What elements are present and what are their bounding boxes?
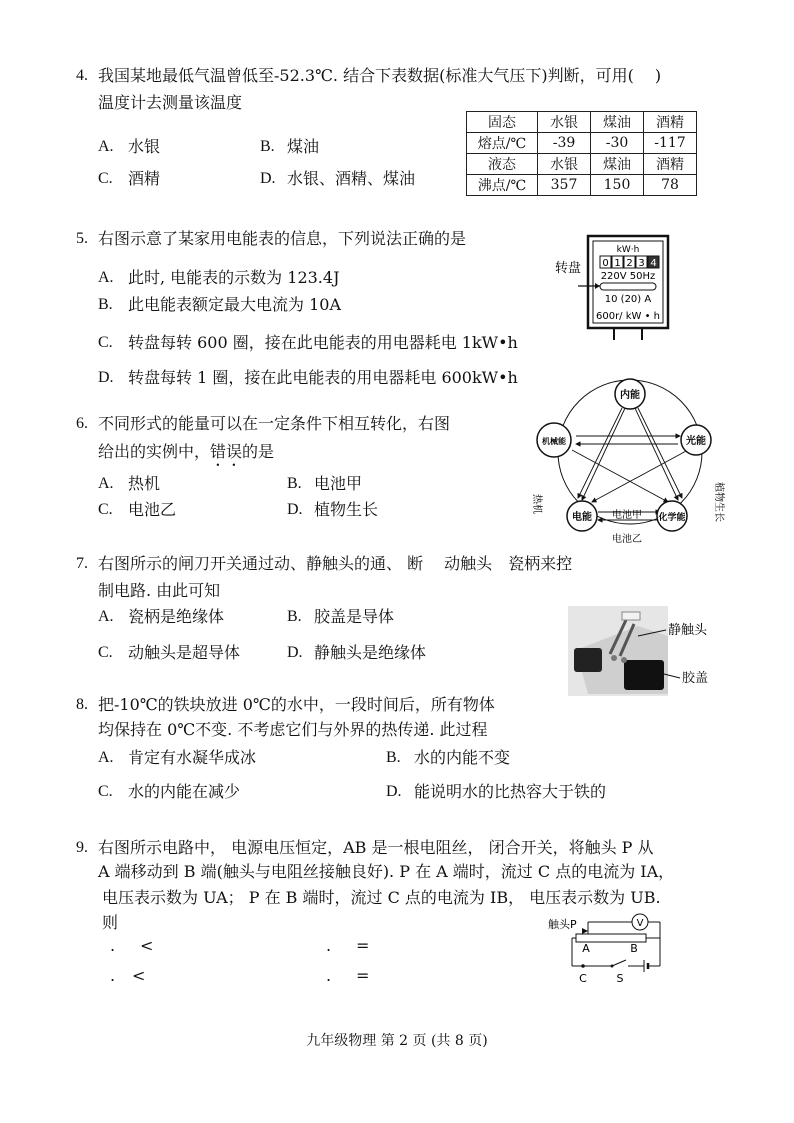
q9-option-a-dot: . (110, 936, 116, 955)
q9-option-c-dot: . (110, 966, 116, 985)
q6-number: 6. (76, 415, 88, 432)
probe-label: 触头P (548, 918, 577, 931)
meter-constant: 600r/ kW • h (595, 311, 661, 322)
contact-point (611, 655, 617, 661)
dial-disc (600, 283, 656, 290)
q8-option-c: 水的内能在减少 (128, 782, 241, 801)
q5-option-b-label: B. (98, 296, 113, 313)
switch-lever (612, 960, 626, 966)
q4-option-b-label: B. (260, 138, 275, 155)
q4-option-c-label: C. (98, 170, 113, 187)
terminal-a-label: A (582, 942, 590, 955)
q4-option-a: 水银 (128, 137, 161, 156)
q4-stem-line2: 温度计去测量该温度 (98, 93, 243, 112)
table-cell: 水银 (538, 112, 591, 133)
table-cell: 酒精 (644, 154, 697, 175)
table-cell: 357 (538, 175, 591, 196)
q5-option-d-label: D. (98, 369, 114, 386)
probe-arrow-icon (582, 928, 588, 934)
node-chemical-energy (657, 501, 687, 531)
q7-stem-line1: 右图所示的闸刀开关通过动、静触头的通、 断 动触头 瓷柄来控 (98, 554, 573, 573)
table-cell: 水银 (538, 154, 591, 175)
resistance-wire-ab (576, 934, 646, 942)
energy-meter-figure (552, 228, 682, 346)
terminal-b-label: B (630, 942, 638, 955)
dial-arrow-icon (595, 283, 600, 289)
q7-option-d: 静触头是绝缘体 (314, 643, 427, 662)
q7-option-a-label: A. (98, 608, 114, 625)
q7-number: 7. (76, 555, 88, 572)
q5-number: 5. (76, 230, 88, 247)
q4-option-d: 水银、酒精、煤油 (287, 169, 416, 188)
node-electric-energy (567, 501, 597, 531)
point-c-label: C (579, 972, 587, 985)
table-cell: 78 (644, 175, 697, 196)
glue-cover-right (624, 660, 664, 690)
meter-digits (600, 256, 659, 269)
q6-option-b-label: B. (287, 475, 302, 492)
label-heat-engine: 热机 (531, 494, 542, 514)
q9-stem-line4: 则 (102, 913, 119, 932)
meter-current: 10 (20) A (604, 294, 652, 305)
q6-option-c: 电池乙 (128, 500, 177, 519)
table-row (467, 133, 697, 154)
knife-switch-photo (568, 606, 728, 696)
switch-pivot (611, 965, 614, 968)
node-label: 机械能 (542, 437, 566, 446)
q5-option-c-label: C. (98, 334, 113, 351)
q7-option-b-label: B. (287, 608, 302, 625)
table-row (467, 154, 697, 175)
q5-option-a: 此时, 电能表的示数为 123.4J (128, 268, 340, 287)
meter-digit: 4 (650, 258, 657, 269)
table-row (467, 175, 697, 196)
q7-option-b: 胶盖是导体 (314, 607, 395, 626)
q6-option-d: 植物生长 (314, 500, 379, 519)
q5-option-a-label: A. (98, 269, 114, 286)
meter-digit: 3 (638, 258, 645, 269)
q4-number: 4. (76, 67, 88, 84)
table-cell: 酒精 (644, 112, 697, 133)
q8-stem-line1: 把-10℃的铁块放进 0℃的水中，一段时间后，所有物体 (98, 695, 495, 714)
table-cell: 液态 (467, 154, 538, 175)
node-light-energy (681, 425, 711, 455)
q7-option-d-label: D. (287, 644, 303, 661)
circuit-diagram (546, 908, 676, 988)
table-cell: -117 (644, 133, 697, 154)
table-cell: 煤油 (591, 154, 644, 175)
q9-option-b-symbol: = (356, 936, 370, 955)
q9-option-b-dot: . (326, 936, 332, 955)
q8-option-a: 肯定有水凝华成冰 (128, 748, 257, 767)
q4-option-c: 酒精 (128, 169, 161, 188)
point-c (581, 964, 585, 968)
q8-option-c-label: C. (98, 783, 113, 800)
q6-option-b: 电池甲 (314, 474, 363, 493)
q5-option-b: 此电能表额定最大电流为 10A (128, 295, 342, 314)
table-cell: 熔点/℃ (467, 133, 538, 154)
q9-stem-line1: 右图所示电路中， 电源电压恒定，AB 是一根电阻丝， 闭合开关，将触头 P 从 (98, 838, 654, 857)
q6-option-d-label: D. (287, 501, 303, 518)
q8-option-b-label: B. (386, 749, 401, 766)
q5-option-c: 转盘每转 600 圈，接在此电能表的用电器耗电 1kW•h (128, 333, 518, 352)
node-label: 光能 (686, 436, 706, 447)
table-row (467, 112, 697, 133)
porcelain-handle (622, 612, 640, 620)
q9-number: 9. (76, 839, 88, 856)
label-plant-growth: 植物生长 (713, 482, 724, 522)
meter-digit: 0 (602, 258, 609, 269)
page-footer: 九年级物理 第 2 页 (共 8 页) (306, 1033, 488, 1049)
label-battery-a: 电池甲 (612, 510, 642, 521)
melting-boiling-table (466, 111, 697, 196)
meter-rating: 220V 50Hz (600, 271, 656, 282)
q7-option-c-label: C. (98, 644, 113, 661)
table-cell: 固态 (467, 112, 538, 133)
dial-label: 转盘 (555, 261, 582, 276)
table-cell: -30 (591, 133, 644, 154)
meter-unit: kW·h (616, 245, 640, 255)
contact-point (621, 657, 627, 663)
label-battery-b: 电池乙 (612, 534, 642, 545)
q6-option-a: 热机 (128, 474, 161, 493)
q9-option-d-dot: . (326, 966, 332, 985)
label-glue-cover: 胶盖 (682, 671, 709, 686)
q8-option-d: 能说明水的比热容大于铁的 (414, 782, 607, 801)
q7-option-c: 动触头是超导体 (128, 643, 241, 662)
q4-option-a-label: A. (98, 138, 114, 155)
q4-stem-line1: 我国某地最低气温曾低至-52.3℃. 结合下表数据(标准大气压下)判断，可用( ) (98, 66, 662, 85)
table-cell: 煤油 (591, 112, 644, 133)
q6-stem-suffix: 的是 (242, 442, 275, 461)
q9-option-a-symbol: < (140, 936, 154, 955)
q9-option-d-symbol: = (356, 966, 370, 985)
q7-stem-line2: 制电路. 由此可知 (98, 581, 221, 600)
q8-stem-line2: 均保持在 0℃不变. 不考虑它们与外界的热传递. 此过程 (98, 720, 488, 739)
q6-stem-line1: 不同形式的能量可以在一定条件下相互转化，右图 (98, 414, 451, 433)
energy-conversion-diagram (530, 372, 730, 550)
node-label: 内能 (620, 390, 640, 401)
table-cell: -39 (538, 133, 591, 154)
q6-emphasis-word: 错误 (210, 442, 243, 461)
q4-option-b: 煤油 (287, 137, 320, 156)
q7-option-a: 瓷柄是绝缘体 (128, 607, 225, 626)
q6-stem-line2 (98, 442, 274, 470)
meter-digit: 1 (614, 258, 621, 269)
node-label: 电能 (572, 512, 592, 523)
q9-stem-line3: 电压表示数为 UA； P 在 B 端时，流过 C 点的电流为 IB， 电压表示数为 UB. (102, 888, 661, 907)
q8-option-d-label: D. (386, 783, 402, 800)
glue-cover-left (574, 648, 602, 672)
label-static-contact: 静触头 (668, 623, 708, 638)
table-cell: 150 (591, 175, 644, 196)
q5-stem: 右图示意了某家用电能表的信息，下列说法正确的是 (98, 229, 467, 248)
switch-label: S (616, 972, 624, 985)
q6-stem-prefix: 给出的实例中， (98, 442, 211, 461)
q6-option-a-label: A. (98, 475, 114, 492)
voltmeter-label: V (636, 918, 644, 929)
node-mechanical-energy (537, 423, 571, 457)
node-label: 化学能 (658, 513, 686, 523)
q8-number: 8. (76, 696, 88, 713)
q5-option-d: 转盘每转 1 圈，接在此电能表的用电器耗电 600kW•h (128, 368, 518, 387)
q8-option-a-label: A. (98, 749, 114, 766)
q9-stem-line2: A 端移动到 B 端(触头与电阻丝接触良好). P 在 A 端时，流过 C 点的电流为 IA， (98, 862, 675, 881)
table-cell: 沸点/℃ (467, 175, 538, 196)
q9-option-c-symbol: < (132, 966, 146, 985)
q8-option-b: 水的内能不变 (414, 748, 511, 767)
node-internal-energy (615, 379, 645, 409)
q6-option-c-label: C. (98, 501, 113, 518)
meter-digit: 2 (626, 258, 633, 269)
q4-option-d-label: D. (260, 170, 276, 187)
